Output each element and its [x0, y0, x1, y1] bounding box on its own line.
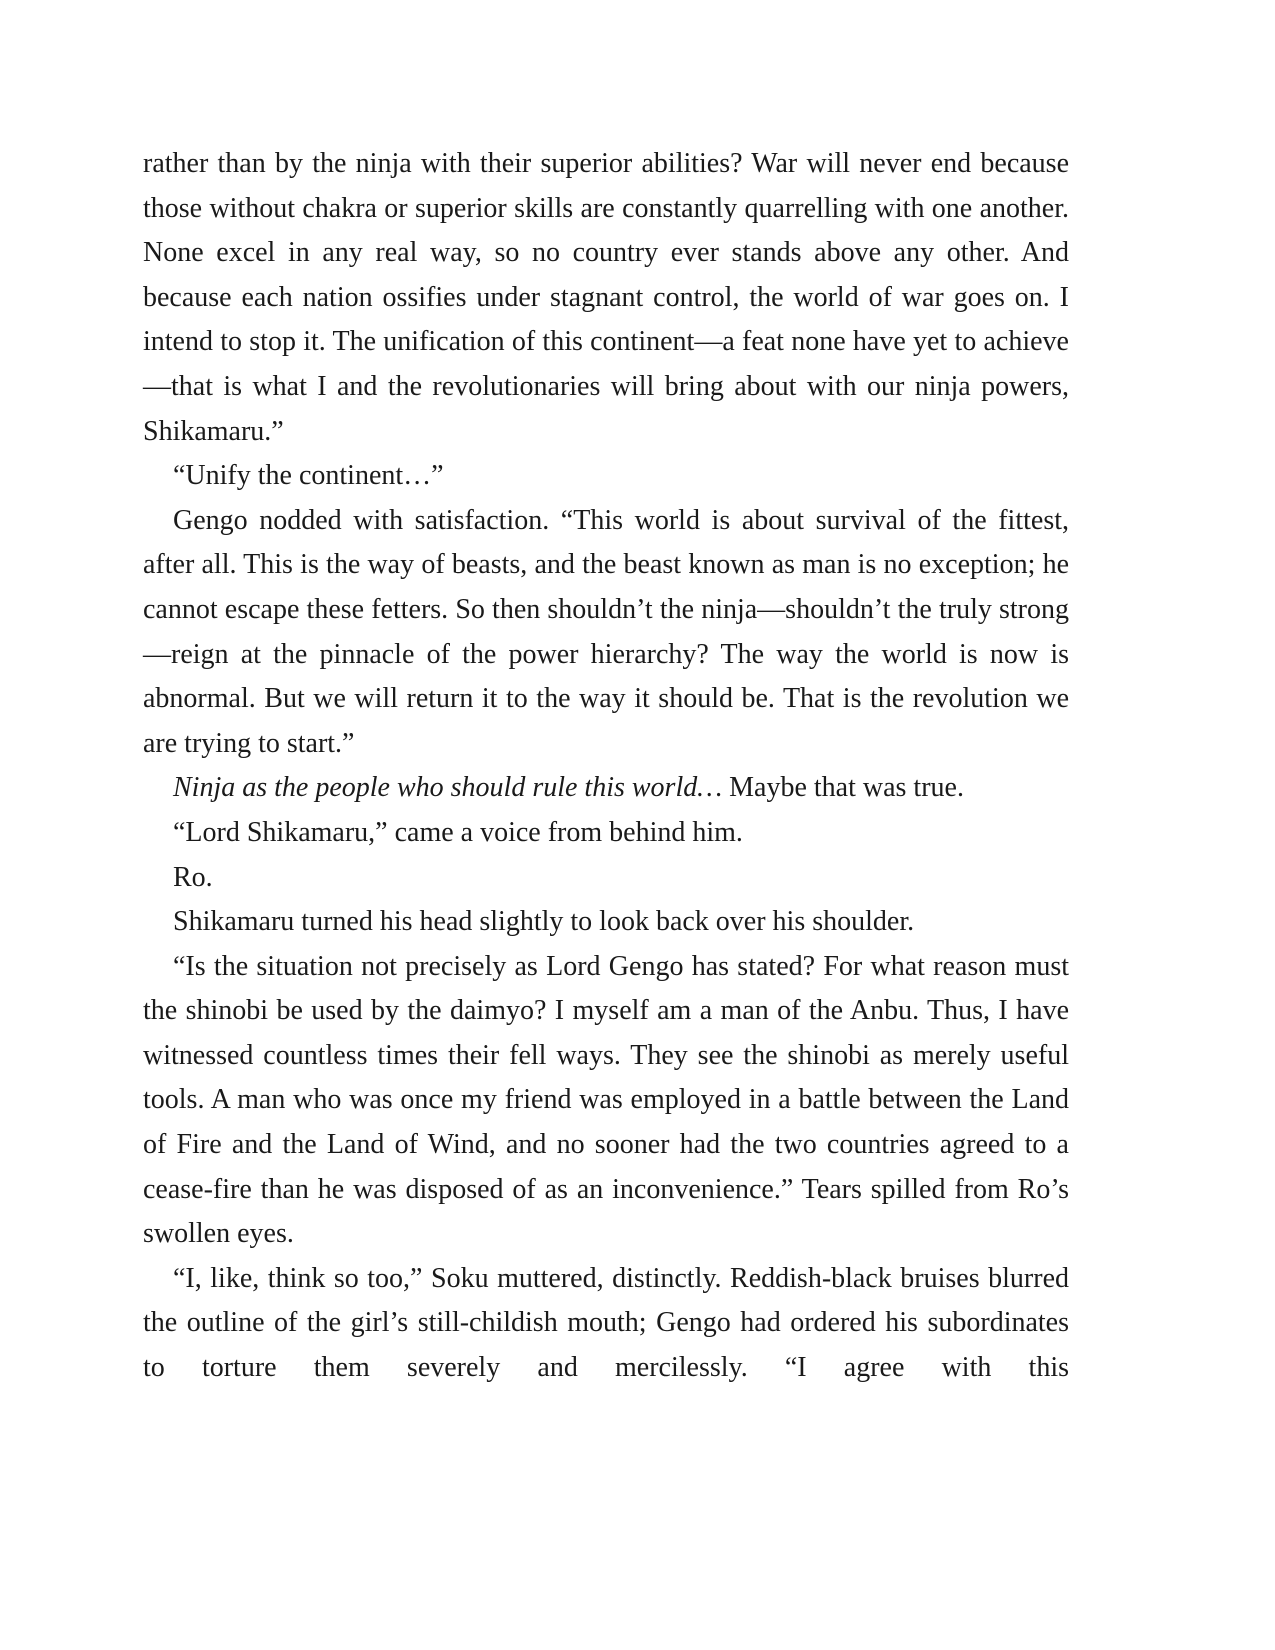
paragraph-ninja-rule-thought [143, 766, 1069, 811]
paragraph-unify-continent: “Unify the continent…” [173, 460, 444, 492]
book-page-text [143, 142, 1069, 1391]
paragraph-lord-shikamaru-voice: “Lord Shikamaru,” came a voice from behind him. [173, 816, 743, 848]
paragraph-gengo-speech-continued: rather than by the ninja with their superior abilities? War will never end because those without chakra or superior skills are constantly quarrelling with one another. None excel in any real way, so no country ever stands above any other. And because each nation ossifies under stagnant control, the world of war goes on. I intend to stop it. The unification of this continent—a feat none have yet to achieve—that is what I and the revolutionaries will bring about with our ninja powers, Shikamaru.” [143, 148, 1069, 447]
paragraph-ro-speech: “Is the situation not precisely as Lord Gengo has stated? For what reason must the shinobi be used by the daimyo? I myself am a man of the Anbu. Thus, I have witnessed countless times their fell ways. They see the shinobi as merely useful tools. A man who was once my friend was employed in a battle between the Land of Fire and the Land of Wind, and no sooner had the two countries agreed to a cease-fire than he was disposed of as an inconvenience.” Tears spilled from Ro’s swollen eyes. [143, 950, 1069, 1250]
italic-thought: Ninja as the people who should rule this world… [173, 772, 723, 804]
thought-continuation: Maybe that was true. [722, 772, 964, 804]
paragraph-shikamaru-turned: Shikamaru turned his head slightly to look back over his shoulder. [173, 906, 915, 938]
paragraph-gengo-nodded: Gengo nodded with satisfaction. “This world is about survival of the fittest, after all. This is the way of beasts, and the beast known as man is no exception; he cannot escape these fetters. So then shouldn’t the ninja—shouldn’t the truly strong—reign at the pinnacle of the power hierarchy? The way the world is now is abnormal. But we will return it to the way it should be. That is the revolution we are trying to start.” [143, 504, 1069, 759]
paragraph-soku-speech: “I, like, think so too,” Soku muttered, distinctly. Reddish-black bruises blurred the outline of the girl’s still-childish mouth; Gengo had ordered his subordinates to torture them severely and mercilessly. “I agree with this [143, 1262, 1069, 1384]
paragraph-ro: Ro. [173, 861, 213, 893]
